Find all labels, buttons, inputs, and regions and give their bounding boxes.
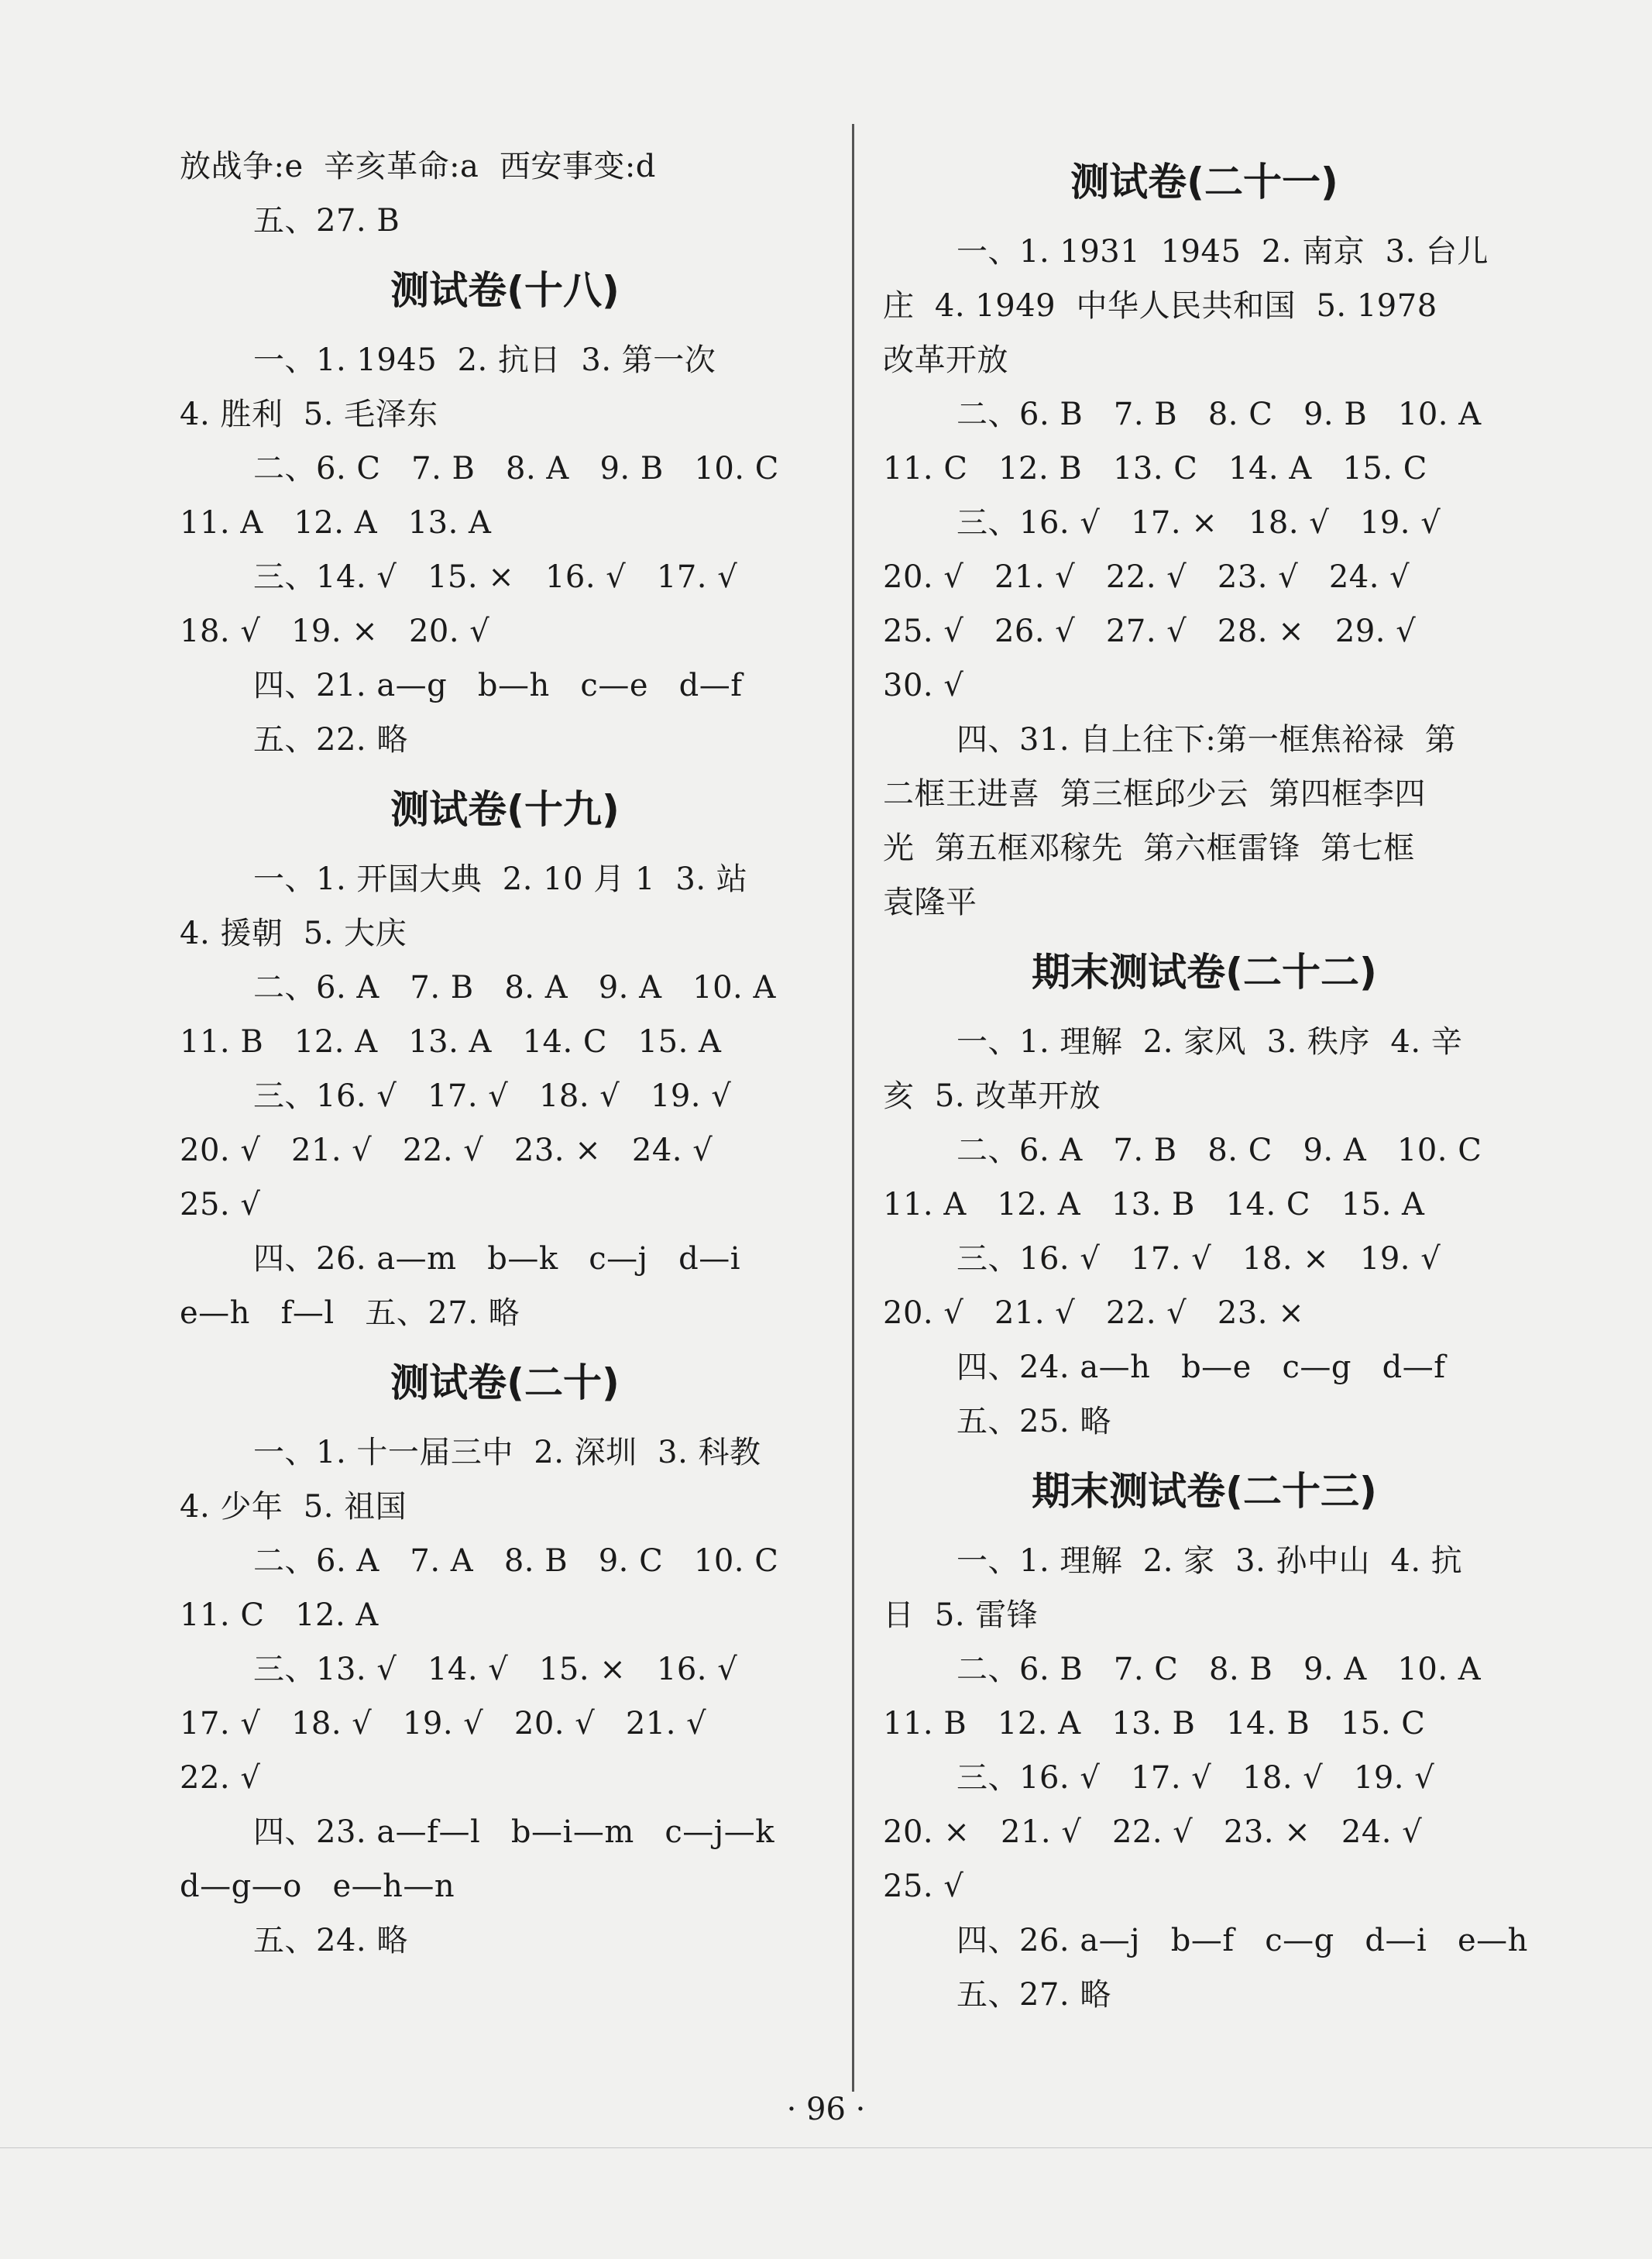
answer-line: 改革开放 [883,342,1008,378]
page-number: · 96 · [786,2092,866,2127]
answer-line: d—g—o e—h—n [180,1869,455,1904]
answer-line: 五、25. 略 [957,1404,1111,1439]
answer-line: 20. √ 21. √ 22. √ 23. × 24. √ [180,1133,713,1168]
answer-line: 11. B 12. A 13. B 14. B 15. C [883,1706,1426,1742]
answer-line: 二、6. A 7. B 8. A 9. A 10. A [253,970,776,1006]
right-column [883,139,1526,2022]
answer-line: 20. √ 21. √ 22. √ 23. × [883,1295,1305,1331]
answer-line: 4. 援朝 5. 大庆 [180,916,407,951]
answer-line: 二框王进喜 第三框邱少云 第四框李四 [883,776,1426,812]
answer-line: 三、14. √ 15. × 16. √ 17. √ [253,559,738,595]
answer-line: 五、27. 略 [957,1977,1111,2013]
answer-line: 25. √ [180,1187,261,1222]
answer-line: 4. 少年 5. 祖国 [180,1489,407,1525]
answer-line: 一、1. 十一届三中 2. 深圳 3. 科教 [253,1435,761,1470]
answer-line: 五、27. B [253,203,400,239]
answer-line: 一、1. 1931 1945 2. 南京 3. 台儿 [957,234,1489,270]
answer-line: 18. √ 19. × 20. √ [180,614,490,649]
answer-line: 亥 5. 改革开放 [883,1078,1101,1114]
section-title: 测试卷(二十) [390,1360,620,1405]
column-divider [852,124,854,2092]
answer-line: 11. C 12. B 13. C 14. A 15. C [883,451,1427,487]
footer-rule [0,2147,1652,2148]
answer-line: 4. 胜利 5. 毛泽东 [180,397,438,432]
section-title: 测试卷(十九) [390,787,620,832]
answer-line: 11. B 12. A 13. A 14. C 15. A [180,1024,722,1060]
answer-line: 袁隆平 [883,885,977,920]
section-title: 期末测试卷(二十二) [1032,950,1377,995]
section-title: 测试卷(十八) [390,268,620,313]
answer-line: 25. √ 26. √ 27. √ 28. × 29. √ [883,614,1417,649]
answer-line: 11. C 12. A [180,1597,379,1633]
answer-line: 三、16. √ 17. √ 18. √ 19. √ [253,1078,732,1114]
answer-line: 三、16. √ 17. √ 18. × 19. √ [957,1241,1441,1277]
answer-line: 三、16. √ 17. √ 18. √ 19. √ [957,1760,1435,1796]
answer-line: 四、31. 自上往下:第一框焦裕禄 第 [957,722,1457,758]
section-title: 期末测试卷(二十三) [1032,1469,1377,1514]
answer-line: 三、16. √ 17. × 18. √ 19. √ [957,505,1441,541]
answer-line: 庄 4. 1949 中华人民共和国 5. 1978 [883,288,1437,324]
answer-line: 四、23. a—f—l b—i—m c—j—k [253,1814,774,1850]
answer-line: 一、1. 理解 2. 家 3. 孙中山 4. 抗 [957,1543,1463,1579]
answer-line: 二、6. A 7. B 8. C 9. A 10. C [957,1133,1482,1168]
answer-line: 光 第五框邓稼先 第六框雷锋 第七框 [883,830,1415,866]
answer-line: 二、6. C 7. B 8. A 9. B 10. C [253,451,779,487]
answer-line: 20. × 21. √ 22. √ 23. × 24. √ [883,1814,1423,1850]
answer-line: 30. √ [883,668,964,703]
answer-line: 17. √ 18. √ 19. √ 20. √ 21. √ [180,1706,707,1742]
answer-line: 四、26. a—m b—k c—j d—i [253,1241,741,1277]
answer-line: 一、1. 1945 2. 抗日 3. 第一次 [253,342,716,378]
answer-line: 二、6. B 7. B 8. C 9. B 10. A [957,397,1482,432]
answer-line: 二、6. B 7. C 8. B 9. A 10. A [957,1652,1482,1687]
answer-line: 20. √ 21. √ 22. √ 23. √ 24. √ [883,559,1410,595]
answer-line: 一、1. 开国大典 2. 10 月 1 3. 站 [253,861,748,897]
answer-line: 四、21. a—g b—h c—e d—f [253,668,743,703]
answer-line: 四、26. a—j b—f c—g d—i e—h [957,1923,1528,1958]
left-column [180,139,830,1968]
answer-line: 25. √ [883,1869,964,1904]
answer-line: 11. A 12. A 13. A [180,505,492,541]
answer-line: 五、22. 略 [253,722,408,758]
answer-line: 放战争:e 辛亥革命:a 西安事变:d [180,149,656,184]
answer-line: 日 5. 雷锋 [883,1597,1039,1633]
answer-line: 一、1. 理解 2. 家风 3. 秩序 4. 辛 [957,1024,1463,1060]
answer-line: 三、13. √ 14. √ 15. × 16. √ [253,1652,738,1687]
answer-line: 五、24. 略 [253,1923,408,1958]
answer-line: 22. √ [180,1760,261,1796]
section-title: 测试卷(二十一) [1070,160,1338,205]
answer-line: 11. A 12. A 13. B 14. C 15. A [883,1187,1425,1222]
answer-line: e—h f—l 五、27. 略 [180,1295,520,1331]
answer-line: 四、24. a—h b—e c—g d—f [957,1350,1446,1385]
answer-line: 二、6. A 7. A 8. B 9. C 10. C [253,1543,779,1579]
